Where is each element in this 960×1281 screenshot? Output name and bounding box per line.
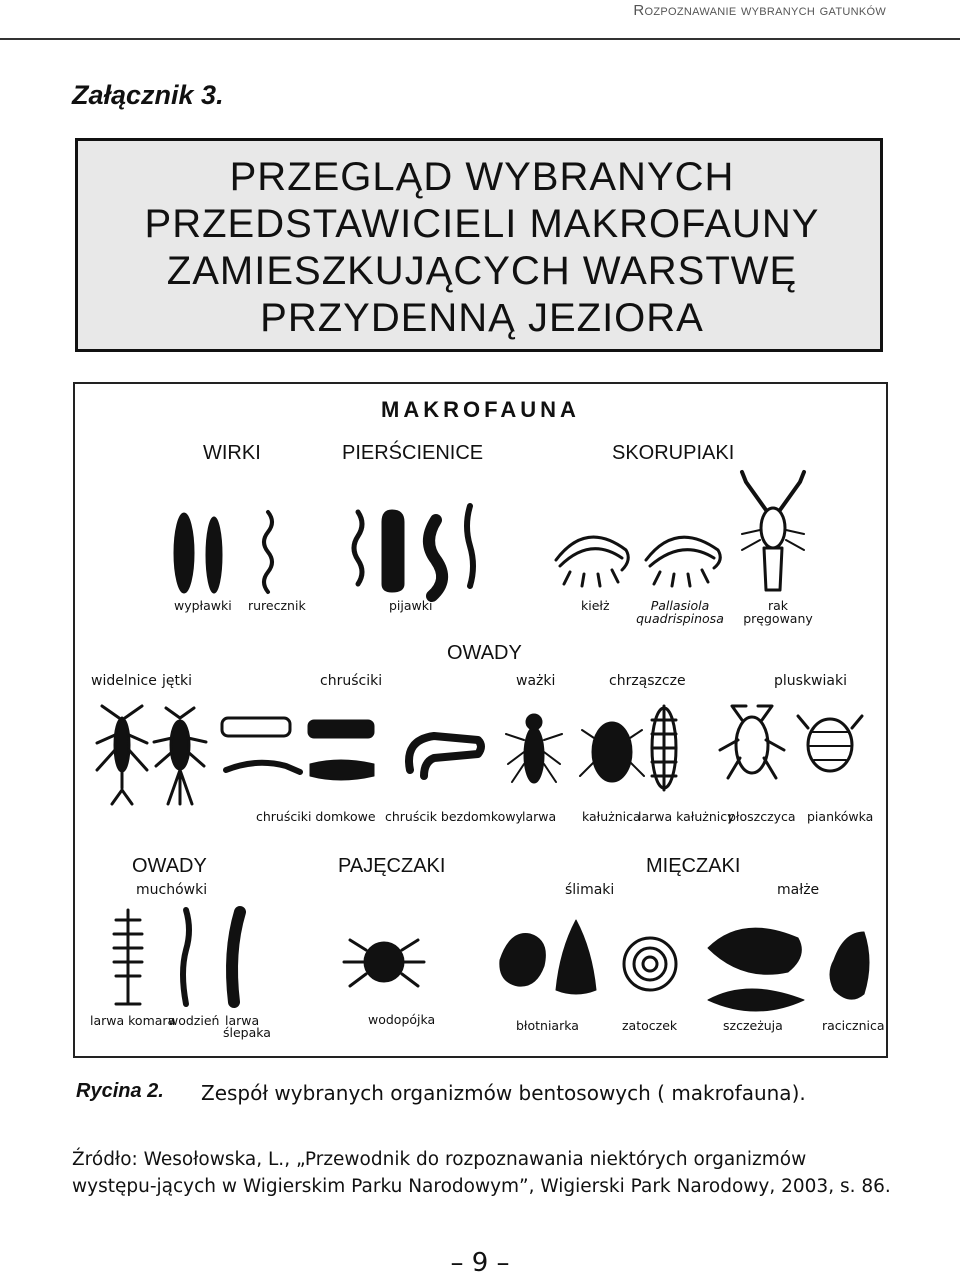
crayfish-drawing: [742, 472, 804, 590]
pallasiola-drawing: [646, 537, 720, 586]
planorbis-drawing: [624, 938, 676, 990]
label-larwa-wazki: larwa: [522, 809, 557, 824]
category-pierscienice: PIERŚCIENICE: [342, 442, 484, 464]
caddisfly-case-drawing: [222, 718, 374, 780]
label-wodopojka: wodopójka: [368, 1012, 436, 1027]
tubifex-drawing: [264, 512, 272, 592]
running-header: Rozpoznawanie wybranych gatunków: [633, 2, 886, 19]
flatworm-drawing: [174, 513, 222, 593]
label-wodzien: wodzień: [168, 1013, 220, 1028]
label-larwa-slepaka-2: ślepaka: [223, 1025, 271, 1040]
source-note: Źródło: Wesołowska, L., „Przewodnik do rozpoznawania niektórych organizmów występu-jących w Wigierskim Parku Narodowym”, Wigierski Park Narodowy, 2003, s. 86.: [72, 1149, 891, 1197]
title-line-4: PRZYDENNĄ JEZIORA: [260, 296, 704, 340]
mosquito-larva-drawing: [114, 910, 142, 1004]
label-kaluznica: kałużnica: [582, 809, 641, 824]
naucoris-drawing: [798, 716, 862, 771]
label-larwa-kaluznicy: larwa kałużnicy: [638, 809, 735, 824]
label-blotniarka: błotniarka: [516, 1018, 579, 1033]
label-pallasiola-1: Pallasiola: [650, 598, 710, 613]
amphipod-drawing: [556, 537, 628, 586]
title-line-2: PRZEDSTAWICIELI MAKROFAUNY: [144, 202, 820, 246]
label-racicznica: racicznica: [822, 1018, 885, 1033]
label-kielz: kiełż: [581, 598, 610, 613]
nepa-drawing: [720, 706, 784, 778]
tipula-larva-drawing: [232, 912, 240, 1002]
label-szczezuja: szczeżuja: [723, 1018, 783, 1033]
category-pajeczaki: PAJĘCZAKI: [338, 855, 446, 877]
label-zatoczek: zatoczek: [622, 1018, 678, 1033]
category-wirki: WIRKI: [203, 442, 261, 464]
dreissena-drawing: [830, 932, 869, 999]
stonefly-drawing: [97, 706, 147, 804]
group-wazki: ważki: [516, 673, 556, 689]
chaoborus-drawing: [183, 910, 189, 1004]
hydrophilus-drawing: [580, 722, 644, 782]
group-slimaki: ślimaki: [565, 882, 615, 898]
group-jetki: jętki: [162, 673, 192, 689]
group-chrusciki: chruściki: [320, 673, 383, 689]
label-ploszczyca: płoszczyca: [728, 809, 796, 824]
leech-drawing: [354, 506, 473, 596]
dragonfly-larva-drawing: [506, 714, 562, 783]
annex-label: Załącznik 3.: [72, 80, 224, 110]
group-widelnice: widelnice: [91, 673, 157, 689]
category-owady-row3: OWADY: [132, 855, 207, 877]
group-chrzaszcze: chrząszcze: [609, 673, 686, 689]
title-line-3: ZAMIESZKUJĄCYCH WARSTWĘ: [166, 249, 798, 293]
label-chruscik-bezdomkowy: chruścik bezdomkowy: [385, 809, 523, 824]
label-wyplawki: wypławki: [174, 598, 232, 613]
group-muchowki: muchówki: [136, 882, 208, 898]
label-rak-1: rak: [767, 598, 789, 613]
label-rurecznik: rurecznik: [248, 598, 306, 613]
label-larwa-komara: larwa komara: [90, 1013, 176, 1028]
mayfly-drawing: [154, 708, 206, 804]
anodonta-drawing: [708, 928, 804, 1011]
category-mieczaki: MIĘCZAKI: [646, 855, 741, 877]
label-rak-2: pręgowany: [743, 611, 813, 626]
label-chrusciki-domkowe: chruściki domkowe: [256, 809, 376, 824]
caption-label: Rycina 2.: [76, 1080, 164, 1102]
group-pluskwiaki: pluskwiaki: [774, 673, 847, 689]
label-pallasiola-2: quadrispinosa: [636, 611, 724, 626]
figure-main-heading: MAKROFAUNA: [381, 397, 580, 422]
page-number: – 9 –: [450, 1248, 510, 1278]
water-mite-drawing: [344, 940, 424, 986]
group-malze: małże: [777, 882, 820, 898]
title-line-1: PRZEGLĄD WYBRANYCH: [229, 155, 735, 199]
hydrophilus-larva-drawing: [652, 706, 676, 790]
category-skorupiaki: SKORUPIAKI: [612, 442, 735, 464]
caddisfly-larva-drawing: [409, 736, 481, 776]
category-owady-row2: OWADY: [447, 642, 522, 664]
label-piankowka: piankówka: [807, 809, 874, 824]
label-larwa-slepaka-1: larwa: [225, 1013, 260, 1028]
caption-text: Zespół wybranych organizmów bentosowych ( makrofauna).: [201, 1081, 806, 1105]
label-pijawki: pijawki: [389, 598, 433, 613]
lymnaea-drawing: [500, 920, 596, 994]
